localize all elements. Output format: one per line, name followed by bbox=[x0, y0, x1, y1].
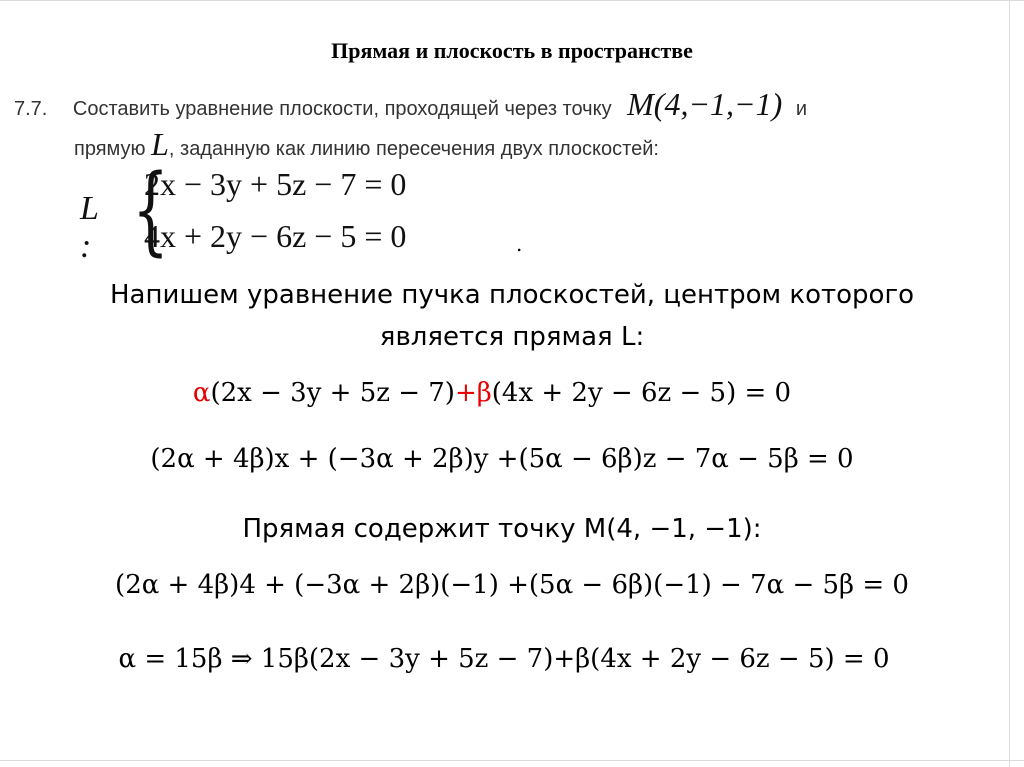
problem-text-1: Составить уравнение плоскости, проходящей через точку bbox=[72, 98, 612, 120]
problem-text-2-start: прямую bbox=[74, 138, 146, 160]
brace: { bbox=[132, 154, 169, 266]
problem-line-1 bbox=[14, 86, 807, 123]
pencil-part-2: (4x + 2y − 6z − 5) = 0 bbox=[491, 378, 792, 408]
result-equation: α = 15β ⇒ 15β(2x − 3y + 5z − 7)+β(4x + 2y − 6z − 5) = 0 bbox=[118, 644, 890, 674]
system-equation-1: 2x − 3y + 5z − 7 = 0 bbox=[144, 166, 407, 202]
expanded-equation: (2α + 4β)x + (−3α + 2β)y +(5α − 6β)z − 7α − 5β = 0 bbox=[150, 444, 854, 474]
solution-text-3: Прямая содержит точку M(4, −1, −1): bbox=[242, 514, 762, 544]
system-equation-2: 4x + 2y − 6z − 5 = 0 bbox=[144, 218, 407, 254]
line-name: L bbox=[151, 126, 169, 162]
solution-text-1: Напишем уравнение пучка плоскостей, центром которого bbox=[109, 280, 915, 310]
point-m: M(4,−1,−1) bbox=[627, 86, 783, 122]
beta-coefficient: +β bbox=[454, 378, 492, 408]
substituted-equation: (2α + 4β)4 + (−3α + 2β)(−1) +(5α − 6β)(−1) − 7α − 5β = 0 bbox=[115, 570, 909, 600]
slide-title: Прямая и плоскость в пространстве bbox=[331, 38, 693, 63]
system-label: L : bbox=[80, 190, 99, 265]
problem-text-2: , заданную как линию пересечения двух плоскостей: bbox=[168, 138, 659, 160]
problem-text-and: и bbox=[795, 98, 808, 120]
pencil-part-1: (2x − 3y + 5z − 7) bbox=[210, 378, 455, 408]
alpha-coefficient: α bbox=[192, 378, 211, 408]
system-period: . bbox=[516, 232, 523, 256]
pencil-equation bbox=[0, 378, 1004, 408]
solution-text-2: является прямая L: bbox=[379, 322, 645, 352]
problem-number: 7.7. bbox=[14, 98, 48, 120]
